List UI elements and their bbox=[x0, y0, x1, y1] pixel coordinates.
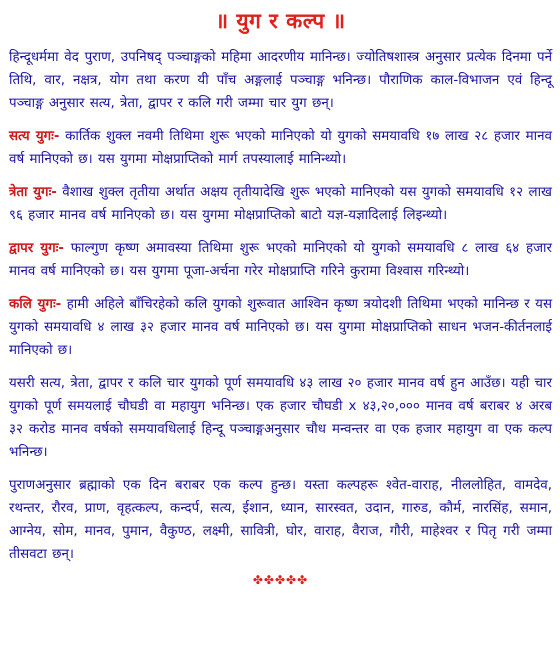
kali-yuga-label: कलि युगः- bbox=[9, 297, 62, 312]
dwapar-yuga-label: द्वापर युगः- bbox=[9, 241, 64, 256]
dwapar-yuga-text: फाल्गुण कृष्ण अमावस्या तिथिमा शुरू भएको मानिएको यो युगको समयावधि ८ लाख ६४ हजार मानव वर्ष मानिएको छ। यस युगमा पूजा-अर्चना गरेर मोक्षप्राप्ति गरिने कुरामा विश्वास गरिन्थ्यो। bbox=[9, 241, 552, 279]
treta-yuga-paragraph bbox=[9, 181, 552, 227]
satya-yuga-paragraph bbox=[9, 125, 552, 171]
intro-paragraph: हिन्दूधर्ममा वेद पुराण, उपनिषद् पञ्चाङ्गको महिमा आदरणीय मानिन्छ। ज्योतिषशास्त्र अनुसार प्रत्येक दिनमा पर्ने तिथि, वार, नक्षत्र, योग तथा करण यी पाँच अङ्गलाई पञ्चाङ्ग भनिन्छ। पौराणिक काल-विभाजन एवं हिन्दू पञ्चाङ्ग अनुसार सत्य, त्रेता, द्वापर र कलि गरी जम्मा चार युग छन्। bbox=[9, 50, 552, 111]
summary-paragraph: यसरी सत्य, त्रेता, द्वापर र कलि चार युगको पूर्ण समयावधि ४३ लाख २० हजार मानव वर्ष हुन आउँछ। यही चार युगको पूर्ण समयलाई चौघडी वा महायुग भनिन्छ। एक हजार चौघडी x ४३,२०,००० मानव वर्ष बराबर ४ अरब ३२ करोड मानव वर्षको समयावधिलाई हिन्दू पञ्चाङ्गअनुसार चौध मन्वन्तर वा एक हजार महायुग वा एक कल्प भनिन्छ। bbox=[9, 376, 552, 460]
satya-yuga-text: कार्तिक शुक्ल नवमी तिथिमा शुरू भएको मानिएको यो युगको समयावधि १७ लाख २८ हजार मानव वर्ष मानिएको छ। यस युगमा मोक्षप्राप्तिको मार्ग तपस्यालाई मानिन्थ्यो। bbox=[9, 129, 552, 167]
treta-yuga-label: त्रेता युगः- bbox=[9, 185, 57, 200]
treta-yuga-text: वैशाख शुक्ल तृतीया अर्थात अक्षय तृतीयादेखि शुरू भएको मानिएको यस युगको समयावधि १२ लाख ९६ हजार मानव वर्ष मानिएको छ। यस युगमा मोक्षप्राप्तिको बाटो यज्ञ-यज्ञादिलाई लिइन्थ्यो। bbox=[9, 185, 552, 223]
kali-yuga-text: हामी अहिले बाँचिरहेको कलि युगको शुरूवात आश्विन कृष्ण त्रयोदशी तिथिमा भएको मानिन्छ र यस युगको समयावधि ४ लाख ३२ हजार मानव वर्ष मानिएको छ। यस युगमा मोक्षप्राप्तिको साधन भजन-कीर्तनलाई मानिएको छ। bbox=[9, 297, 553, 358]
page-title: ॥ युग र कल्प ॥ bbox=[215, 9, 346, 33]
footer-ornament: ✤✤✤✤✤ bbox=[252, 573, 309, 587]
dwapar-yuga-paragraph bbox=[9, 237, 552, 283]
kalpa-paragraph: पुराणअनुसार ब्रह्माको एक दिन बराबर एक कल्प हुन्छ। यस्ता कल्पहरू श्वेत-वाराह, नीललोहित, वामदेव, रथन्तर, रौरव, प्राण, वृहत्कल्प, कन्दर्प, सत्य, ईशान, ध्यान, सारस्वत, उदान, गारुड, कौर्म, नारसिंह, समान, आग्नेय, सोम, मानव, पुमान, वैकुण्ठ, लक्ष्मी, सावित्री, घोर, वाराह, वैराज, गौरी, माहेश्वर र पितृ गरी जम्मा तीसवटा छन्। bbox=[9, 478, 552, 562]
kali-yuga-paragraph bbox=[9, 293, 552, 362]
satya-yuga-label: सत्य युगः- bbox=[9, 129, 60, 144]
